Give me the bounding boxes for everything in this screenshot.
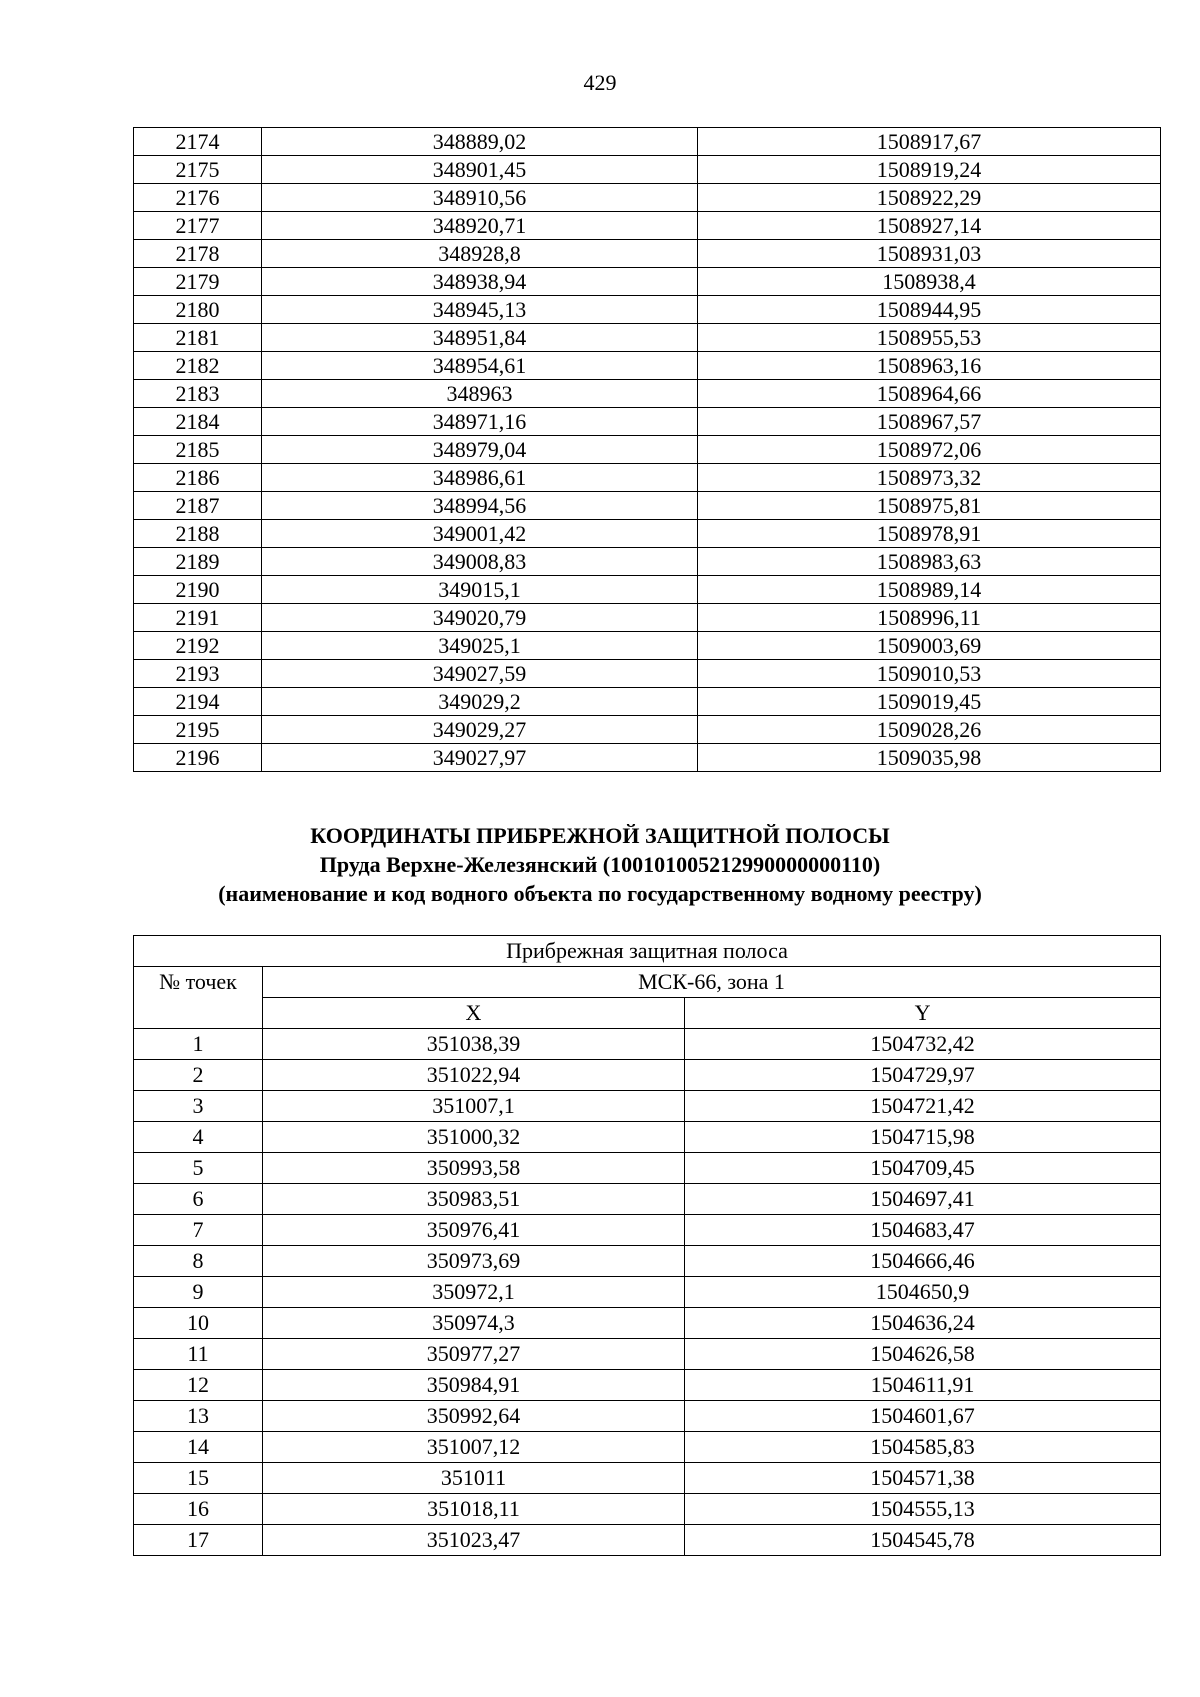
- section-subtitle: Пруда Верхне-Железянский (100101005212990000000110): [319, 852, 881, 877]
- x-coordinate-cell: 348971,16: [262, 408, 698, 436]
- y-coordinate-cell: 1504709,45: [685, 1153, 1161, 1184]
- x-coordinate-cell: 350972,1: [263, 1277, 685, 1308]
- table-row: [134, 1525, 1161, 1556]
- point-number-cell: 2: [134, 1060, 263, 1091]
- y-coordinate-cell: 1508919,24: [698, 156, 1161, 184]
- y-coordinate-cell: 1504611,91: [685, 1370, 1161, 1401]
- point-number-cell: 2191: [134, 604, 262, 632]
- table-row: [134, 408, 1161, 436]
- y-coordinate-cell: 1504729,97: [685, 1060, 1161, 1091]
- table-row: [134, 1153, 1161, 1184]
- point-number-cell: 2180: [134, 296, 262, 324]
- table-row: [134, 632, 1161, 660]
- y-coordinate-cell: 1504571,38: [685, 1463, 1161, 1494]
- x-coordinate-cell: 348994,56: [262, 492, 698, 520]
- y-coordinate-cell: 1504683,47: [685, 1215, 1161, 1246]
- x-coordinate-cell: 348951,84: [262, 324, 698, 352]
- point-number-cell: 2176: [134, 184, 262, 212]
- y-coordinate-cell: 1508973,32: [698, 464, 1161, 492]
- y-coordinate-cell: 1504666,46: [685, 1246, 1161, 1277]
- x-coordinate-cell: 350973,69: [263, 1246, 685, 1277]
- point-number-cell: 2179: [134, 268, 262, 296]
- coordinates-table-body: [134, 128, 1161, 772]
- point-number-cell: 2192: [134, 632, 262, 660]
- point-number-cell: 10: [134, 1308, 263, 1339]
- y-coordinate-cell: 1508944,95: [698, 296, 1161, 324]
- x-coordinate-cell: 348963: [262, 380, 698, 408]
- x-coordinate-cell: 350993,58: [263, 1153, 685, 1184]
- point-number-cell: 2194: [134, 688, 262, 716]
- table-row: [134, 1091, 1161, 1122]
- x-coordinate-cell: 351018,11: [263, 1494, 685, 1525]
- x-coordinate-cell: 351011: [263, 1463, 685, 1494]
- table-row: [134, 436, 1161, 464]
- x-coordinate-cell: 348889,02: [262, 128, 698, 156]
- point-number-cell: 1: [134, 1029, 263, 1060]
- x-coordinate-cell: 350976,41: [263, 1215, 685, 1246]
- point-number-cell: 2177: [134, 212, 262, 240]
- table-row: [134, 352, 1161, 380]
- table-row: [134, 380, 1161, 408]
- section-note: (наименование и код водного объекта по государственному водному реестру): [218, 881, 982, 906]
- y-coordinate-cell: 1508996,11: [698, 604, 1161, 632]
- point-number-cell: 9: [134, 1277, 263, 1308]
- point-number-cell: 11: [134, 1339, 263, 1370]
- point-number-cell: 2178: [134, 240, 262, 268]
- x-coordinate-cell: 348910,56: [262, 184, 698, 212]
- x-coordinate-cell: 350983,51: [263, 1184, 685, 1215]
- point-number-cell: 2187: [134, 492, 262, 520]
- x-coordinate-cell: 349027,59: [262, 660, 698, 688]
- y-coordinate-cell: 1504545,78: [685, 1525, 1161, 1556]
- table-row: [134, 156, 1161, 184]
- y-coordinate-cell: 1508963,16: [698, 352, 1161, 380]
- point-number-cell: 2188: [134, 520, 262, 548]
- table-row: [134, 660, 1161, 688]
- x-coordinate-cell: 349008,83: [262, 548, 698, 576]
- protection-strip-table-body: [134, 1029, 1161, 1556]
- table-header-y: Y: [685, 998, 1161, 1029]
- point-number-cell: 2186: [134, 464, 262, 492]
- y-coordinate-cell: 1504636,24: [685, 1308, 1161, 1339]
- y-coordinate-cell: 1508975,81: [698, 492, 1161, 520]
- point-number-cell: 15: [134, 1463, 263, 1494]
- y-coordinate-cell: 1508967,57: [698, 408, 1161, 436]
- x-coordinate-cell: 349029,27: [262, 716, 698, 744]
- x-coordinate-cell: 351007,1: [263, 1091, 685, 1122]
- coordinates-table-continued: [133, 127, 1161, 772]
- table-row: [134, 1122, 1161, 1153]
- table-row: [134, 268, 1161, 296]
- table-row: [134, 1401, 1161, 1432]
- table-row: [134, 576, 1161, 604]
- table-row: [134, 1029, 1161, 1060]
- point-number-cell: 8: [134, 1246, 263, 1277]
- point-number-cell: 2182: [134, 352, 262, 380]
- point-number-cell: 2189: [134, 548, 262, 576]
- y-coordinate-cell: 1508938,4: [698, 268, 1161, 296]
- y-coordinate-cell: 1504555,13: [685, 1494, 1161, 1525]
- point-number-cell: 6: [134, 1184, 263, 1215]
- y-coordinate-cell: 1508972,06: [698, 436, 1161, 464]
- table-row: [134, 1370, 1161, 1401]
- table-row: [134, 212, 1161, 240]
- table-row: [134, 128, 1161, 156]
- y-coordinate-cell: 1504626,58: [685, 1339, 1161, 1370]
- table-row: [134, 1308, 1161, 1339]
- x-coordinate-cell: 348901,45: [262, 156, 698, 184]
- y-coordinate-cell: 1504697,41: [685, 1184, 1161, 1215]
- y-coordinate-cell: 1508964,66: [698, 380, 1161, 408]
- x-coordinate-cell: 351007,12: [263, 1432, 685, 1463]
- y-coordinate-cell: 1509019,45: [698, 688, 1161, 716]
- y-coordinate-cell: 1504650,9: [685, 1277, 1161, 1308]
- point-number-cell: 2181: [134, 324, 262, 352]
- y-coordinate-cell: 1509003,69: [698, 632, 1161, 660]
- point-number-cell: 2193: [134, 660, 262, 688]
- y-coordinate-cell: 1509028,26: [698, 716, 1161, 744]
- y-coordinate-cell: 1508955,53: [698, 324, 1161, 352]
- point-number-cell: 16: [134, 1494, 263, 1525]
- x-coordinate-cell: 348938,94: [262, 268, 698, 296]
- table-row: [134, 1277, 1161, 1308]
- table-row: [134, 1463, 1161, 1494]
- x-coordinate-cell: 351038,39: [263, 1029, 685, 1060]
- table-row: [134, 492, 1161, 520]
- point-number-cell: 2174: [134, 128, 262, 156]
- table-row: [134, 1184, 1161, 1215]
- table-header-system: МСК-66, зона 1: [263, 967, 1161, 998]
- table-row: [134, 1060, 1161, 1091]
- y-coordinate-cell: 1508978,91: [698, 520, 1161, 548]
- table-header-x: X: [263, 998, 685, 1029]
- x-coordinate-cell: 350974,3: [263, 1308, 685, 1339]
- x-coordinate-cell: 349015,1: [262, 576, 698, 604]
- x-coordinate-cell: 351023,47: [263, 1525, 685, 1556]
- point-number-cell: 14: [134, 1432, 263, 1463]
- table-row: [134, 1339, 1161, 1370]
- point-number-cell: 2184: [134, 408, 262, 436]
- table-row: [134, 520, 1161, 548]
- section-title: КООРДИНАТЫ ПРИБРЕЖНОЙ ЗАЩИТНОЙ ПОЛОСЫ: [310, 823, 890, 848]
- x-coordinate-cell: 349001,42: [262, 520, 698, 548]
- table-row: [134, 744, 1161, 772]
- x-coordinate-cell: 348920,71: [262, 212, 698, 240]
- point-number-cell: 17: [134, 1525, 263, 1556]
- x-coordinate-cell: 351022,94: [263, 1060, 685, 1091]
- table-row: [134, 688, 1161, 716]
- x-coordinate-cell: 348979,04: [262, 436, 698, 464]
- table-row: [134, 1432, 1161, 1463]
- protection-strip-table: [133, 935, 1161, 1556]
- y-coordinate-cell: 1508917,67: [698, 128, 1161, 156]
- y-coordinate-cell: 1508931,03: [698, 240, 1161, 268]
- y-coordinate-cell: 1508983,63: [698, 548, 1161, 576]
- page-number: 429: [583, 70, 617, 95]
- point-number-cell: 2195: [134, 716, 262, 744]
- x-coordinate-cell: 349029,2: [262, 688, 698, 716]
- point-number-cell: 13: [134, 1401, 263, 1432]
- table-row: [134, 1215, 1161, 1246]
- point-number-cell: 2196: [134, 744, 262, 772]
- point-number-cell: 4: [134, 1122, 263, 1153]
- y-coordinate-cell: 1504732,42: [685, 1029, 1161, 1060]
- y-coordinate-cell: 1508927,14: [698, 212, 1161, 240]
- table-header-points: № точек: [134, 967, 263, 1029]
- x-coordinate-cell: 350984,91: [263, 1370, 685, 1401]
- x-coordinate-cell: 349020,79: [262, 604, 698, 632]
- x-coordinate-cell: 348986,61: [262, 464, 698, 492]
- table-row: [134, 1494, 1161, 1525]
- point-number-cell: 7: [134, 1215, 263, 1246]
- y-coordinate-cell: 1504601,67: [685, 1401, 1161, 1432]
- point-number-cell: 2175: [134, 156, 262, 184]
- point-number-cell: 3: [134, 1091, 263, 1122]
- table-row: [134, 604, 1161, 632]
- table-row: [134, 296, 1161, 324]
- y-coordinate-cell: 1509010,53: [698, 660, 1161, 688]
- table-row: [134, 716, 1161, 744]
- point-number-cell: 2190: [134, 576, 262, 604]
- x-coordinate-cell: 349027,97: [262, 744, 698, 772]
- point-number-cell: 12: [134, 1370, 263, 1401]
- x-coordinate-cell: 348928,8: [262, 240, 698, 268]
- point-number-cell: 2185: [134, 436, 262, 464]
- x-coordinate-cell: 349025,1: [262, 632, 698, 660]
- table-row: [134, 1246, 1161, 1277]
- y-coordinate-cell: 1504715,98: [685, 1122, 1161, 1153]
- table-row: [134, 324, 1161, 352]
- table-row: [134, 184, 1161, 212]
- table-row: [134, 548, 1161, 576]
- point-number-cell: 2183: [134, 380, 262, 408]
- table-row: [134, 464, 1161, 492]
- point-number-cell: 5: [134, 1153, 263, 1184]
- y-coordinate-cell: 1504585,83: [685, 1432, 1161, 1463]
- x-coordinate-cell: 350992,64: [263, 1401, 685, 1432]
- x-coordinate-cell: 348945,13: [262, 296, 698, 324]
- y-coordinate-cell: 1509035,98: [698, 744, 1161, 772]
- table-row: [134, 240, 1161, 268]
- y-coordinate-cell: 1508989,14: [698, 576, 1161, 604]
- table-header-title: Прибрежная защитная полоса: [134, 936, 1161, 967]
- y-coordinate-cell: 1504721,42: [685, 1091, 1161, 1122]
- x-coordinate-cell: 350977,27: [263, 1339, 685, 1370]
- x-coordinate-cell: 351000,32: [263, 1122, 685, 1153]
- x-coordinate-cell: 348954,61: [262, 352, 698, 380]
- y-coordinate-cell: 1508922,29: [698, 184, 1161, 212]
